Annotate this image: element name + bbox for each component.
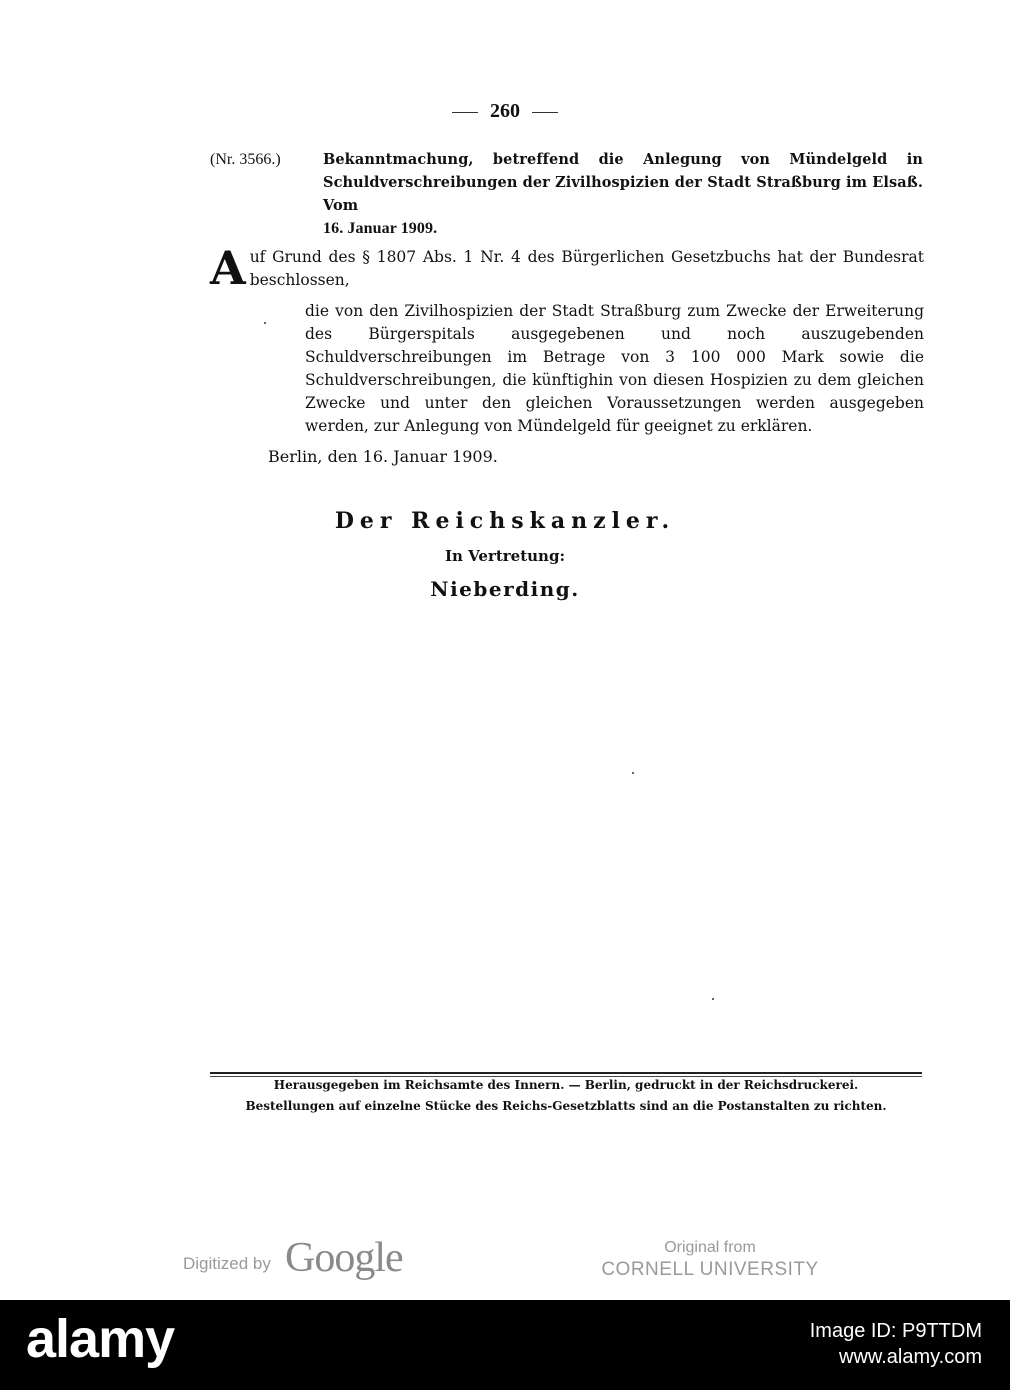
stock-info [810, 1318, 982, 1370]
page-number [0, 100, 1010, 123]
digitized-by-label: Digitized by [183, 1254, 271, 1273]
signature-deputy: In Vertretung: [445, 547, 565, 565]
scan-speck [264, 322, 266, 324]
stock-banner [0, 1300, 1010, 1390]
page-number-value: 260 [490, 100, 520, 122]
institution-label: CORNELL UNIVERSITY [601, 1259, 819, 1280]
drop-cap: A [210, 241, 246, 295]
image-id: Image ID: P9TTDM [809, 1320, 982, 1342]
announcement-number: (Nr. 3566.) [210, 151, 281, 168]
announcement-title-text: Bekanntmachung, betreffend die Anlegung von Mündelgeld in Schuldverschreibungen der Zivilhospizien der Stadt Straßburg im Elsaß. Vom [323, 151, 923, 214]
scan-speck [712, 998, 714, 1000]
dateline: Berlin, den 16. Januar 1909. [268, 447, 498, 466]
announcement-date: 16. Januar 1909. [323, 220, 438, 237]
footer-rule [210, 1072, 922, 1074]
signature-title: Der Reichskanzler. [334, 508, 676, 534]
footer-rule-thin [210, 1076, 922, 1077]
dash-right [532, 112, 558, 113]
footer-orders-line: Bestellungen auf einzelne Stücke des Reichs-Gesetzblatts sind an die Postanstalten zu richten. [245, 1099, 887, 1113]
intro-paragraph [210, 241, 924, 295]
announcement-body [210, 241, 924, 438]
original-from-watermark [600, 1238, 820, 1282]
announcement-title [323, 148, 923, 240]
signature-name: Nieberding. [430, 577, 580, 601]
original-from-label: Original from [664, 1239, 756, 1256]
stock-site: www.alamy.com [839, 1346, 982, 1368]
intro-text: uf Grund des § 1807 Abs. 1 Nr. 4 des Bürgerlichen Gesetzbuchs hat der Bundesrat beschlossen, [249, 248, 924, 289]
alamy-logo: alamy [26, 1309, 175, 1369]
resolution-paragraph: die von den Zivilhospizien der Stadt Straßburg zum Zwecke der Erweiterung des Bürgerspitals ausgegebenen und noch auszugebenden Schuldverschreibungen im Betrage von 3 100 000 Mark sowie die Schuldverschreibungen, die künftighin von diesen Hospizien zu dem gleichen Zwecke und unter den gleichen Voraussetzungen werden ausgegeben werden, zur Anlegung von Mündelgeld für geeignet zu erklären. [305, 302, 924, 435]
scan-speck [632, 772, 634, 774]
google-logo: Google [285, 1235, 403, 1281]
dash-left [452, 112, 478, 113]
footer-publisher-line: Herausgegeben im Reichsamte des Innern. — Berlin, gedruckt in der Reichsdruckerei. [273, 1078, 859, 1092]
